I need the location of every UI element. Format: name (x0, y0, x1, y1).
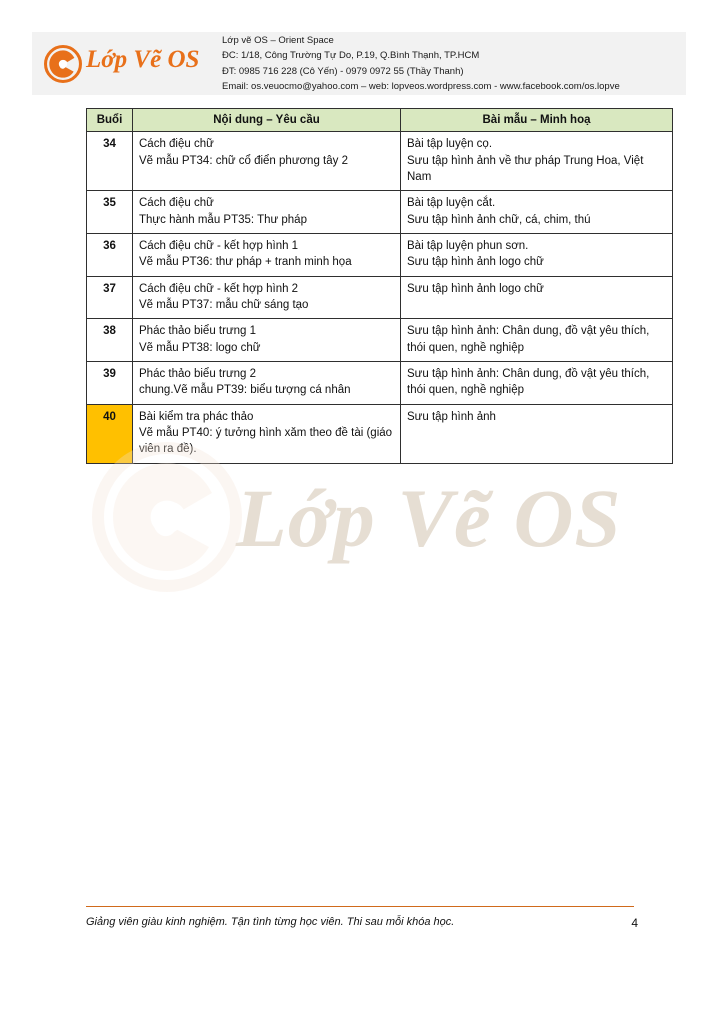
header-line-phone: ĐT: 0985 716 228 (Cô Yến) - 0979 0972 55 (Thầy Thanh) (222, 65, 464, 77)
cell-session: 38 (87, 319, 133, 362)
table-row (87, 361, 673, 404)
cell-sample-line: Sưu tập hình ảnh logo chữ (407, 282, 544, 295)
cell-content-line: Bài kiểm tra phác thảo (139, 410, 254, 423)
schedule-table-body (87, 132, 673, 463)
table-row (87, 191, 673, 234)
column-header-sample: Bài mẫu – Minh hoạ (401, 109, 673, 132)
cell-sample (401, 132, 673, 191)
cell-content-line: Vẽ mẫu PT38: logo chữ (139, 341, 261, 354)
table-row (87, 404, 673, 463)
orient-space-logo-icon (44, 45, 82, 83)
cell-content-line: Cách điệu chữ (139, 197, 214, 210)
brand-logo (32, 32, 212, 95)
column-header-content: Nội dung – Yêu cầu (133, 109, 401, 132)
cell-content-line: Vẽ mẫu PT36: thư pháp + tranh minh họa (139, 256, 352, 269)
schedule-table (86, 108, 673, 464)
cell-session: 34 (87, 132, 133, 191)
cell-content-line: Vẽ mẫu PT40: ý tưởng hình xăm theo đề tài (giáo viên ra đề). (139, 426, 393, 456)
cell-sample-line: Sưu tập hình ảnh về thư pháp Trung Hoa, Việt Nam (407, 154, 644, 183)
header-line-address: ĐC: 1/18, Công Trường Tự Do, P.19, Q.Bình Thạnh, TP.HCM (222, 50, 480, 62)
cell-session: 39 (87, 361, 133, 404)
cell-sample-line: Sưu tập hình ảnh: Chân dung, đồ vật yêu thích, thói quen, nghề nghiệp (407, 325, 650, 354)
cell-session: 36 (87, 233, 133, 276)
cell-content-line: Vẽ mẫu PT34: chữ cổ điển phương tây 2 (139, 154, 348, 167)
cell-sample (401, 319, 673, 362)
table-row (87, 132, 673, 191)
cell-session: 37 (87, 276, 133, 319)
cell-sample-line: Bài tập luyện cắt. (407, 197, 496, 210)
header-line-name: Lớp vẽ OS – Orient Space (222, 34, 334, 46)
cell-sample (401, 404, 673, 463)
cell-sample-line: Sưu tập hình ảnh: Chân dung, đồ vật yêu thích, thói quen, nghề nghiệp (407, 367, 650, 397)
cell-content-line: Cách điệu chữ - kết hợp hình 2 (139, 282, 299, 295)
schedule-table-wrapper (86, 108, 672, 464)
watermark-text: Lớp Vẽ OS (236, 472, 622, 564)
cell-content (133, 404, 401, 463)
cell-content (133, 233, 401, 276)
header-line-email: Email: os.veuocmo@yahoo.com – web: lopveos.wordpress.com - www.facebook.com/os.lopve (222, 80, 620, 92)
cell-session: 40 (87, 404, 133, 463)
cell-content (133, 276, 401, 319)
cell-content-line: Cách điệu chữ (139, 138, 214, 151)
cell-sample (401, 361, 673, 404)
table-header-row (87, 109, 673, 132)
cell-sample-line: Sưu tập hình ảnh (407, 410, 496, 423)
cell-sample-line: Sưu tập hình ảnh logo chữ (407, 256, 544, 269)
cell-content-line: chung.Vẽ mẫu PT39: biểu tượng cá nhân (139, 384, 351, 397)
cell-content-line: Phác thảo biểu trưng 2 (139, 367, 257, 380)
table-row (87, 233, 673, 276)
cell-content (133, 319, 401, 362)
cell-sample (401, 233, 673, 276)
cell-sample-line: Sưu tập hình ảnh chữ, cá, chim, thú (407, 213, 591, 226)
cell-content-line: Phác thảo biểu trưng 1 (139, 325, 257, 338)
table-row (87, 319, 673, 362)
brand-logo-text: Lớp Vẽ OS (86, 46, 200, 73)
footer-note: Giảng viên giàu kinh nghiệm. Tận tình từng học viên. Thi sau mỗi khóa học. (86, 916, 455, 928)
footer-divider (86, 906, 634, 907)
cell-content-line: Cách điệu chữ - kết hợp hình 1 (139, 239, 299, 252)
column-header-session: Buổi (87, 109, 133, 132)
cell-sample-line: Bài tập luyện phun sơn. (407, 239, 529, 252)
cell-session: 35 (87, 191, 133, 234)
cell-content-line: Thực hành mẫu PT35: Thư pháp (139, 213, 307, 226)
cell-content (133, 191, 401, 234)
cell-sample (401, 191, 673, 234)
cell-content (133, 132, 401, 191)
orient-space-logo-watermark-icon (92, 442, 242, 592)
cell-content (133, 361, 401, 404)
header-contact-block (212, 33, 686, 95)
cell-sample (401, 276, 673, 319)
cell-sample-line: Bài tập luyện cọ. (407, 138, 493, 151)
document-header (32, 32, 686, 95)
page-number: 4 (631, 916, 638, 930)
cell-content-line: Vẽ mẫu PT37: mẫu chữ sáng tạo (139, 298, 309, 311)
table-row (87, 276, 673, 319)
